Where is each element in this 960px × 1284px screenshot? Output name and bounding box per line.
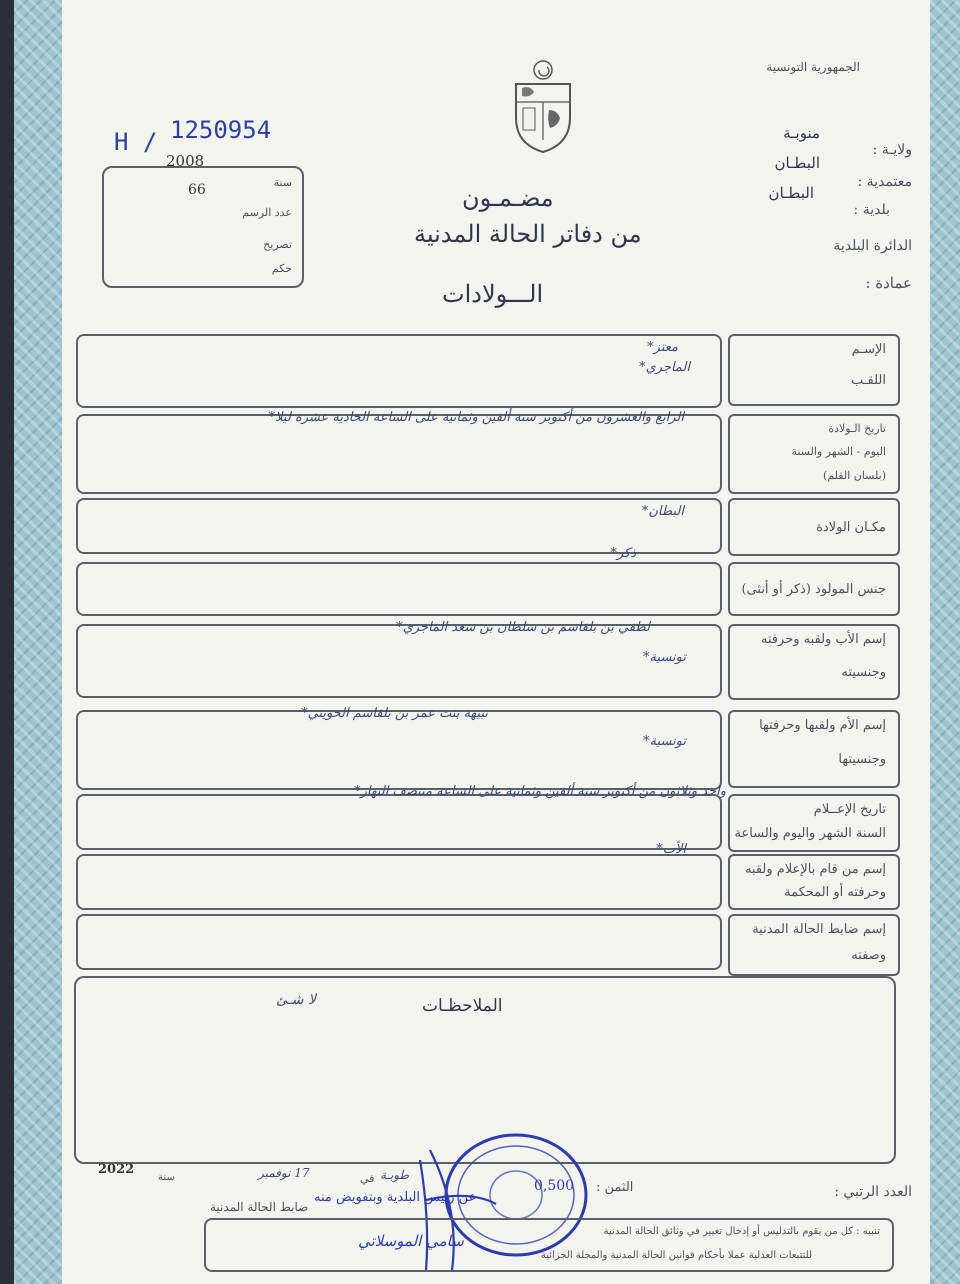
field-label: مكـان الولادة	[816, 520, 886, 535]
delegation-value-top: البطـان	[774, 154, 820, 172]
field-value: معتز*	[647, 340, 678, 355]
field-label: تاريخ الإعــلام	[813, 802, 886, 817]
signature-mandate: عن رئيس البلدية وبتفويض منه	[314, 1190, 477, 1205]
governorate-value: منوبـة	[783, 124, 820, 142]
field-label-box	[728, 624, 900, 700]
field-label-box	[728, 710, 900, 788]
tunisia-coat-of-arms-icon	[508, 56, 578, 156]
field-label-box	[728, 854, 900, 910]
field-label: السنة الشهر واليوم والساعة	[734, 826, 886, 841]
birth-certificate	[14, 0, 960, 1284]
field-label: (بلسان القلم)	[823, 468, 886, 482]
field-label: اللقـب	[850, 373, 886, 388]
serial-prefix: H /	[114, 128, 158, 156]
field-value: الرابع والعشرون من أكتوبر سنة ألفين وثمانية على الساعة الحادية عشرة ليلا*	[268, 410, 684, 425]
field-label: وجنسيتها	[838, 752, 886, 767]
field-value-box	[76, 784, 726, 850]
footer-year-label: سنة	[158, 1172, 175, 1183]
document-paper	[62, 0, 930, 1284]
title-civil-registers: من دفاتر الحالة المدنية	[414, 220, 642, 248]
serial-year: 2008	[166, 152, 205, 170]
ref-declaration-label: تصريح	[263, 238, 292, 251]
signer-name: سامي الموسلاتي	[358, 1232, 464, 1250]
field-label: إسم ضابط الحالة المدنية	[752, 922, 886, 937]
field-value: واحد وثلاثون من أكتوبر سنة ألفين وثمانية على الساعة منتصف النهار*	[354, 784, 726, 799]
delegation-label: معتمدية :	[857, 174, 912, 190]
legal-notice-box	[204, 1218, 894, 1272]
field-label-box	[728, 498, 900, 556]
governorate-label: ولايـة :	[872, 142, 912, 158]
field-value: البطان*	[641, 504, 684, 519]
municipality-label: بلدية :	[853, 202, 890, 218]
field-label: إسم الأب ولقبه وحرفته	[760, 632, 886, 647]
field-label: اليوم - الشهر والسنة	[791, 445, 886, 459]
signature-title: ضابط الحالة المدنية	[210, 1200, 309, 1214]
footer-year: 2022	[98, 1162, 135, 1177]
omda-label: عمادة :	[865, 274, 912, 292]
field-label: وجنسيته	[841, 665, 886, 680]
field-label-box	[728, 794, 900, 852]
field-value-box	[76, 706, 722, 790]
field-value: تونسية*	[643, 650, 686, 665]
ref-judgment-label: حكم	[271, 262, 292, 275]
field-label: وحرفته أو المحكمة	[784, 885, 886, 900]
field-value-box	[76, 546, 722, 616]
serial-number: 1250954	[170, 116, 272, 144]
field-value-box	[76, 410, 722, 494]
field-label: الإسـم	[851, 342, 886, 357]
footer-place: طوبـة	[380, 1168, 410, 1182]
field-label: تاريخ الـولادة	[828, 422, 886, 435]
field-value-box	[76, 914, 722, 970]
field-value: الأب*	[656, 842, 686, 857]
notice-line-1: تنبيه : كل من يقوم بالتدليس أو إدخال تغيير في وثائق الحالة المدنية	[603, 1226, 880, 1237]
number-label: العدد الرتبي :	[834, 1184, 912, 1200]
footer-date-prefix: في	[360, 1172, 375, 1185]
remarks-value: لا شـئ	[276, 992, 316, 1008]
ref-year-value: 66	[188, 182, 206, 198]
footer-date: 17 نوفمبر	[258, 1166, 310, 1180]
field-label-box	[728, 414, 900, 494]
district-label: الدائرة البلدية	[833, 238, 912, 254]
republic-name: الجمهورية التونسية	[766, 60, 860, 74]
field-label-box	[728, 334, 900, 406]
reference-box	[102, 166, 304, 288]
field-value: ذكر*	[610, 546, 636, 561]
field-value: الماجري*	[639, 360, 690, 375]
price-label: الثمن :	[596, 1180, 634, 1195]
field-label-box	[728, 914, 900, 976]
field-value: لطفي بن بلقاسم بن سلطان بن سعد الماجري*	[396, 620, 650, 635]
field-label: وصفته	[851, 948, 886, 963]
field-value: تونسية*	[643, 734, 686, 749]
municipality-value: البطـان	[768, 184, 814, 202]
notice-line-2: للتتبعات العدلية عملا بأحكام قوانين الحالة المدنية والمجلة الجزائية	[540, 1250, 812, 1261]
field-value: نبيهة بنت عمر بن بلقاسم الحويني*	[301, 706, 488, 721]
field-label: إسم من قام بالإعلام ولقبه	[744, 862, 886, 877]
title-births: الـــولادات	[442, 280, 544, 308]
remarks-label: الملاحظـات	[422, 996, 503, 1016]
field-value-box	[76, 334, 722, 408]
ref-year-label: سنة	[273, 176, 292, 189]
field-label-box	[728, 562, 900, 616]
field-label: جنس المولود (ذكر أو أنثى)	[741, 582, 886, 597]
field-value-box	[76, 842, 722, 910]
price-value: 0,500	[534, 1178, 575, 1194]
title-content: مضـمـون	[462, 184, 554, 212]
ref-record-label: عدد الرسم	[242, 206, 292, 219]
field-label: إسم الأم ولقبها وحرفتها	[759, 718, 886, 733]
field-value-box	[76, 620, 722, 698]
